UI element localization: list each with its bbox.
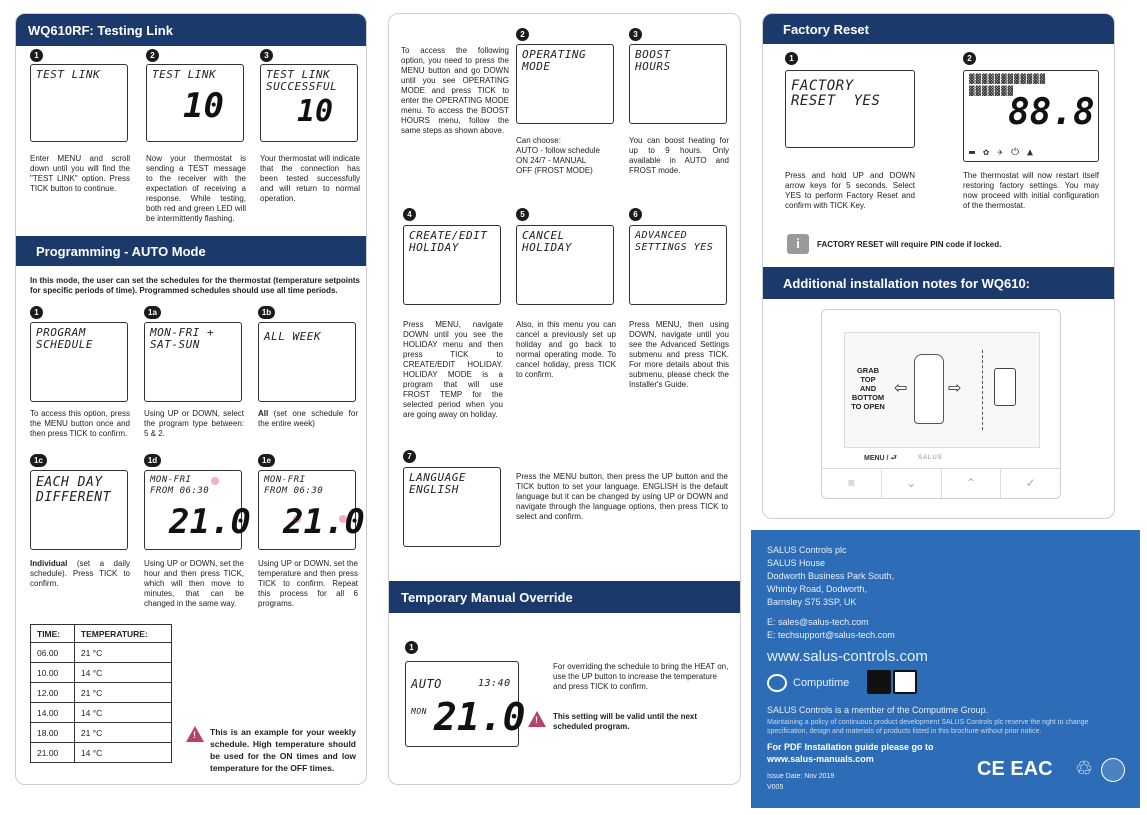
step-1c-badge: 1c [30,454,47,467]
certification-badge-icon [893,670,917,694]
lcd-language [403,467,501,547]
step-1d-badge: 1d [144,454,161,467]
middle-panel [388,13,741,785]
lcd-program-schedule [30,322,128,402]
prog-step-1c-desc: Individual (set a daily schedule). Press TICK to confirm. [30,559,130,588]
create-holiday-desc: Press MENU, navigate DOWN until you see the HOLIDAY menu and then press TICK to CREATE/EDIT HOLIDAY. HOLIDAY MODE is a program that will use FROST TEMP for the selected period when you are going away on holiday. [403,320,503,419]
website-link[interactable]: www.salus-controls.com [767,648,928,665]
step-6-badge: 6 [629,208,642,221]
step-7-badge: 7 [403,450,416,463]
table-cell: 14 °C [74,703,171,723]
table-cell: 06.00 [31,643,75,663]
lcd-day: MON [411,707,427,716]
test-step-1-desc: Enter MENU and scroll down until you will find the "TEST LINK" option. Press TICK button to continue. [30,154,130,193]
lcd-segment-row: ▓▓▓▓▓▓▓ [969,87,1014,97]
language-desc: Press the MENU button, then press the UP button and the TICK button to set your language. ENGLISH is the default language but it can be changed by using UP or DOWN and navigate through the language options, then press TICK to select and confirm. [516,472,728,521]
install-notes-title: Additional installation notes for WQ610: [783,275,1031,291]
override-note: This setting will be valid until the next scheduled program. [553,712,698,731]
right-arrow-icon: ⇨ [948,380,962,397]
version: V005 [767,784,784,791]
lcd-each-day-different [30,470,128,550]
step-1a-badge: 1a [144,306,161,319]
left-arrow-icon: ⇦ [894,380,908,397]
lcd-text: ALL WEEK [264,330,321,343]
lcd-cancel-holiday [516,225,614,305]
lcd-text: CANCEL HOLIDAY [522,229,572,254]
step-1b-badge: 1b [258,306,275,319]
thermostat-side-icon [994,368,1016,406]
sales-email: E: sales@salus-tech.com [767,617,869,627]
lcd-text: TEST LINK [152,68,217,81]
step-1-badge: 1 [30,49,43,62]
lcd-big-temperature: 21.0 [283,502,365,542]
company-info-box [751,530,1140,808]
lcd-text: OPERATING MODE [522,48,587,73]
left-panel [15,13,367,785]
test-step-2-desc: Now your thermostat is sending a TEST message to the receiver with the expectation of receiving a response. While testing, both red and green LED will be intermittently flashing. [146,154,246,223]
step-1-badge: 1 [785,52,798,65]
table-cell: 21 °C [74,723,171,743]
lcd-text: MON-FRI FROM 06:30 [264,475,324,496]
grab-label: GRAB TOP AND BOTTOM TO OPEN [851,366,885,411]
lcd-text: CREATE/EDIT HOLIDAY [409,229,488,254]
address-line: Dodworth Business Park South, [767,571,895,581]
step-1e-badge: 1e [258,454,275,467]
lcd-text: FACTORY RESET YES [791,78,881,109]
weee-bin-icon: ♲ [1075,758,1093,780]
lcd-text: MON-FRI + SAT-SUN [150,326,215,351]
button-bar [822,468,1060,498]
table-row [31,663,172,683]
reset-info: FACTORY RESET will require PIN code if locked. [817,240,1002,249]
company-name: SALUS Controls plc [767,545,847,555]
table-row [31,643,172,663]
lcd-text: EACH DAY DIFFERENT [36,475,111,505]
middle-intro: To access the following option, you need to press the MENU button and go DOWN until you see OPERATING MODE and press TICK to enter the OPERATING MODE menu. To access the BOOST HOURS menu, follow the same steps as shown above. [401,46,509,135]
lcd-test-link-sending [146,64,244,142]
manuals-link[interactable]: www.salus-manuals.com [767,754,874,764]
recycle-badge-icon [1101,758,1125,782]
lcd-time: 13:40 [478,678,511,689]
testing-link-header [16,14,367,46]
lcd-big-temperature: 21.0 [169,502,251,542]
prog-step-1d-desc: Using UP or DOWN, set the hour and then press TICK, which will then move to minutes, that can be changed in the same way. [144,559,244,608]
lcd-big-temperature: 21.0 [434,695,526,739]
table-cell: 21 °C [74,683,171,703]
advanced-settings-desc: Press MENU, then using DOWN, navigate until you see the Advanced Settings submenu and press TICK. For more details about this submenu, please check the Installer's Guide. [629,320,729,389]
step-4-badge: 4 [403,208,416,221]
support-email: E: techsupport@salus-tech.com [767,630,895,640]
table-row [31,703,172,723]
override-title: Temporary Manual Override [401,589,573,605]
test-step-3-desc: Your thermostat will indicate that the connection has been tested successfully and will return to normal operation. [260,154,360,203]
reset-step-2-desc: The thermostat will now restart itself restoring factory settings. You may now proceed with initial configuration of the thermostat. [963,171,1099,210]
lcd-set-hour [144,470,251,550]
down-button[interactable]: ⌄ [882,469,942,498]
step-2-badge: 2 [963,52,976,65]
table-cell: 18.00 [31,723,75,743]
issue-date: Issue Date: Nov 2019 [767,773,835,780]
table-cell: 10.00 [31,663,75,683]
lcd-big-number: 10 [183,86,224,126]
table-header: TIME: [31,625,75,643]
lcd-mon-fri-sat-sun [144,322,242,402]
lcd-operating-mode [516,44,614,124]
lcd-all-segments [963,70,1099,162]
flash-indicator [211,477,219,485]
table-note: This is an example for your weekly schedule. High temperature should be used for the ON times and low temperature for the OFF times. [210,727,356,773]
divider-line [982,350,983,430]
computime-name: Computime [793,677,850,689]
programming-title: Programming - AUTO Mode [36,243,206,259]
lcd-text: ADVANCED SETTINGS YES [635,230,714,253]
lcd-test-link [30,64,128,142]
lcd-text: PROGRAM SCHEDULE [36,326,93,351]
boost-hours-desc: You can boost heating for up to 9 hours. Only available in AUTO and FROST mode. [629,136,729,175]
step-3-badge: 3 [260,49,273,62]
table-row [31,683,172,703]
lcd-text: TEST LINK SUCCESSFUL [266,68,338,93]
table-row [31,743,172,763]
table-header-row [31,625,172,643]
override-desc: For overriding the schedule to bring the HEAT on, use the UP button to increase the temperature and press TICK to confirm. [553,662,729,691]
table-cell: 21.00 [31,743,75,763]
address-line: SALUS House [767,558,826,568]
prog-step-1-desc: To access this option, press the MENU button once and then press TICK to confirm. [30,409,130,438]
pdf-guide-line: For PDF Installation guide please go to [767,742,934,752]
lcd-mode: AUTO [411,677,442,691]
factory-reset-header [763,14,1115,44]
info-icon: i [787,234,809,254]
override-header [389,581,741,613]
lcd-create-edit-holiday [403,225,501,305]
lcd-test-link-successful [260,64,358,142]
warning-icon: ! [186,726,204,742]
menu-label: MENU / ⮐ [864,455,897,462]
step-3-badge: 3 [629,28,642,41]
address-line: Barnsley S75 3SP, UK [767,597,857,607]
menu-button[interactable]: ≡ [822,469,882,498]
schedule-table [30,624,172,763]
step-5-badge: 5 [516,208,529,221]
cancel-holiday-desc: Also, in this menu you can cancel a previously set up holiday and go back to normal operating mode. To cancel holiday, press TICK to confirm. [516,320,616,379]
install-notes-header [763,267,1115,299]
table-cell: 14 °C [74,743,171,763]
lcd-text: LANGUAGE ENGLISH [409,471,466,496]
lcd-text: MON-FRI FROM 06:30 [150,475,210,496]
warning-icon: ! [528,711,546,727]
prog-step-1a-desc: Using UP or DOWN, select the program type between: 5 & 2. [144,409,244,438]
operating-mode-desc: Can choose: AUTO - follow schedule ON 24/7 - MANUAL OFF (FROST MODE) [516,136,600,175]
salus-logo: SALUS [918,455,943,461]
step-2-badge: 2 [516,28,529,41]
member-text: SALUS Controls is a member of the Computime Group. [767,705,989,715]
lcd-text: TEST LINK [36,68,101,81]
lcd-status-icons: ▬ ✿ ✈ ⏻ ▲ [969,147,1035,158]
lcd-override [405,661,526,747]
step-1-badge: 1 [30,306,43,319]
address-line: Whinby Road, Dodworth, [767,584,868,594]
hand-icon [914,354,944,424]
table-cell: 14 °C [74,663,171,683]
up-button[interactable]: ⌃ [942,469,1002,498]
programming-header [16,236,367,266]
testing-link-title: WQ610RF: Testing Link [28,22,173,38]
tick-button[interactable]: ✓ [1025,476,1036,490]
right-panel [762,13,1115,519]
lcd-segment-row: ▓▓▓▓▓▓▓▓▓▓▓▓ [969,75,1047,85]
step-2-badge: 2 [146,49,159,62]
policy-text: Maintaining a policy of continuous product development SALUS Controls plc reserve the right to change specification, design and materials of products listed in this brochure without prior notice. [767,719,1089,735]
lcd-text: BOOST HOURS [635,48,671,73]
table-cell: 14.00 [31,703,75,723]
lcd-boost-hours [629,44,727,124]
lcd-factory-reset [785,70,915,148]
prog-step-1b-desc: All (set one schedule for the entire week) [258,409,358,428]
lcd-big-number: 10 [297,94,334,129]
table-cell: 12.00 [31,683,75,703]
computime-logo-icon [767,674,787,692]
table-header: TEMPERATURE: [74,625,171,643]
lcd-all-week [258,322,356,402]
programming-intro: In this mode, the user can set the schedules for the thermostat (temperature setpoints for specific periods of time). Programmed schedules should use all time periods. [30,276,360,295]
certification-badge-icon [867,670,891,694]
prog-step-1e-desc: Using UP or DOWN, set the temperature and then press TICK to confirm. Repeat this process for all 6 programs. [258,559,358,608]
factory-reset-title: Factory Reset [783,21,869,37]
lcd-big-digits: 88.8 [1008,92,1095,133]
table-row [31,723,172,743]
lcd-advanced-settings [629,225,727,305]
reset-step-1-desc: Press and hold UP and DOWN arrow keys for 5 seconds. Select YES to perform Factory Reset and confirm with TICK Key. [785,171,915,210]
step-1-badge: 1 [405,641,418,654]
lcd-set-temperature [258,470,365,550]
thermostat-illustration [821,309,1061,499]
conformity-marks: CE EAC [977,758,1053,780]
table-cell: 21 °C [74,643,171,663]
